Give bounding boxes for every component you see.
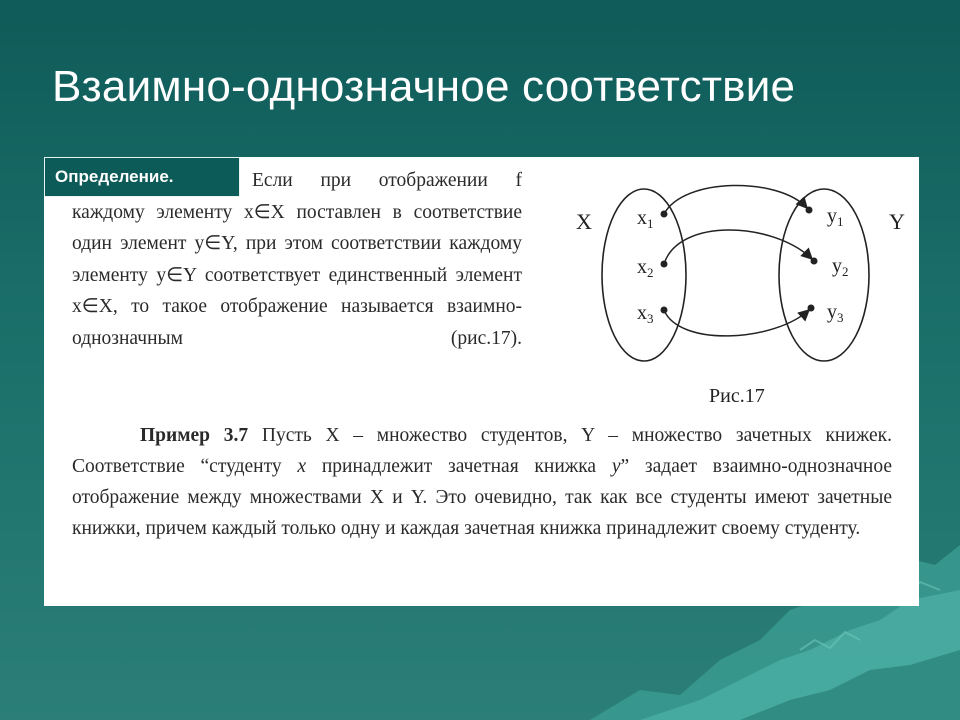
definition-lead: Если при отображении (252, 170, 488, 191)
mapping-diagram (539, 182, 905, 422)
definition-tail: (рис.17). (450, 327, 522, 349)
set-y-label: Y (889, 209, 905, 234)
y-element-3: $y_3$ (827, 301, 844, 325)
figure-caption: Рис.17 (709, 385, 765, 407)
definition-badge: Определение. (44, 157, 240, 197)
definition-body: f каждому элементу x∈X поставлен в соответствие один элемент y∈Y, при этом соответствии каждому элементу y∈Y соответствует единственный элемент x∈X, то такое отображение называется взаимно-однозначным (72, 170, 523, 349)
y-element-1: $y_1$ (827, 205, 844, 229)
y-element-2: $y_2$ (832, 255, 849, 279)
example-var-y: y (611, 456, 621, 477)
x-element-1: $x_1$ (637, 207, 654, 231)
arrow-x2-y2 (664, 230, 812, 264)
set-y-ellipse (779, 189, 869, 361)
example-text-2: принадлежит зачетная книжка (321, 456, 597, 477)
x3-dot (661, 307, 668, 314)
x1-dot (661, 211, 668, 218)
arrow-x1-y1 (664, 185, 807, 214)
x-element-2: $x_2$ (637, 256, 654, 280)
example-text-1: Пусть X – множество студентов, Y – множество зачетных книжек. Соответствие “студенту (72, 425, 893, 477)
arrow-x3-y3 (664, 310, 809, 336)
slide-title: Взаимно-однозначное соответствие (52, 62, 796, 111)
set-x-label: X (576, 209, 592, 234)
example-label: Пример 3.7 (140, 425, 249, 446)
x-element-3: $x_3$ (637, 302, 654, 326)
example-paragraph (72, 420, 892, 544)
content-panel (44, 157, 919, 606)
example-var-x: x (297, 456, 307, 477)
example-text-3: ” задает взаимно-однозначное отображение между множествами X и Y. Это очевидно, так как все студенты имеют зачетные книжки, причем каждый только одну и каждая зачетная книжка принадлежит своему студенту. (72, 456, 892, 539)
